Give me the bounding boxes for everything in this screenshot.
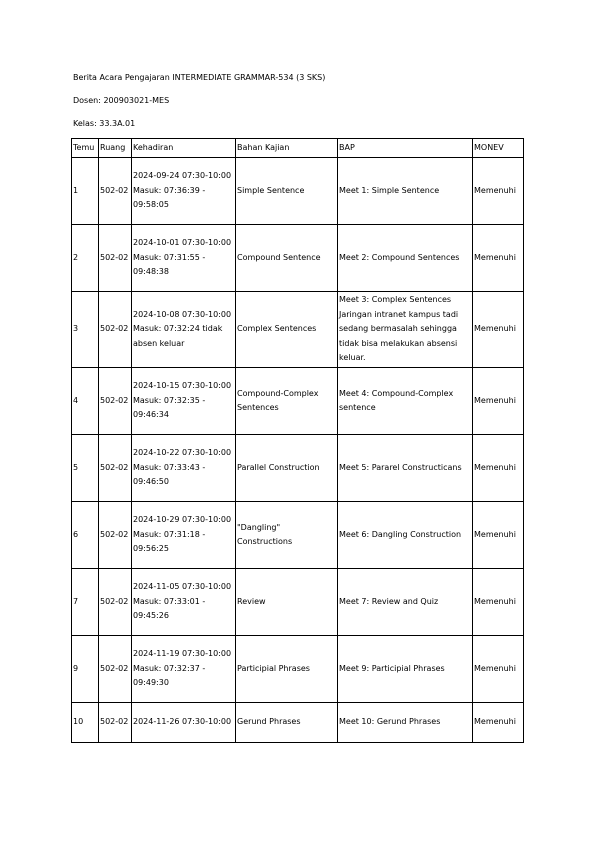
cell-kehadiran	[132, 703, 236, 743]
kehadiran-masuk: Masuk: 07:31:55 - 09:48:38	[133, 252, 206, 277]
cell-kehadiran	[132, 569, 236, 636]
cell-bahan-kajian: "Dangling" Constructions	[236, 502, 338, 569]
kehadiran-masuk: Masuk: 07:36:39 - 09:58:05	[133, 185, 206, 210]
kehadiran-masuk: Masuk: 07:32:24 tidak absen keluar	[133, 324, 223, 348]
cell-bap: Meet 1: Simple Sentence	[338, 158, 473, 225]
table-row	[72, 435, 524, 502]
dosen-label: Dosen: 200903021-MES	[73, 96, 170, 105]
table-row	[72, 368, 524, 435]
col-bahan-kajian: Bahan Kajian	[236, 139, 338, 158]
table-row	[72, 636, 524, 703]
cell-kehadiran	[132, 292, 236, 368]
cell-monev: Memenuhi	[473, 569, 524, 636]
col-kehadiran: Kehadiran	[132, 139, 236, 158]
bap-table	[71, 138, 524, 743]
cell-monev: Memenuhi	[473, 703, 524, 743]
kehadiran-jadwal: 2024-11-05 07:30-10:00	[133, 582, 232, 592]
cell-bahan-kajian: Compound-Complex Sentences	[236, 368, 338, 435]
cell-kehadiran	[132, 502, 236, 569]
col-temu: Temu	[72, 139, 99, 158]
cell-kehadiran	[132, 158, 236, 225]
cell-temu: 7	[72, 569, 99, 636]
table-row	[72, 225, 524, 292]
kehadiran-jadwal: 2024-09-24 07:30-10:00	[133, 171, 232, 181]
kehadiran-masuk: Masuk: 07:33:43 - 09:46:50	[133, 462, 206, 487]
kehadiran-jadwal: 2024-11-26 07:30-10:00	[133, 717, 232, 727]
cell-ruang: 502-02	[99, 502, 132, 569]
cell-bahan-kajian: Parallel Construction	[236, 435, 338, 502]
kehadiran-masuk: Masuk: 07:31:18 - 09:56:25	[133, 529, 206, 554]
cell-ruang: 502-02	[99, 435, 132, 502]
cell-monev: Memenuhi	[473, 502, 524, 569]
cell-ruang: 502-02	[99, 225, 132, 292]
cell-temu: 9	[72, 636, 99, 703]
kehadiran-jadwal: 2024-10-15 07:30-10:00	[133, 381, 232, 391]
table-row	[72, 703, 524, 743]
cell-bahan-kajian: Compound Sentence	[236, 225, 338, 292]
cell-ruang: 502-02	[99, 368, 132, 435]
table-row	[72, 292, 524, 368]
cell-kehadiran	[132, 636, 236, 703]
table-row	[72, 569, 524, 636]
cell-temu: 6	[72, 502, 99, 569]
kehadiran-jadwal: 2024-11-19 07:30-10:00	[133, 649, 232, 659]
cell-monev: Memenuhi	[473, 292, 524, 368]
cell-bap: Meet 3: Complex Sentences Jaringan intranet kampus tadi sedang bermasalah sehingga tidak bisa melakukan absensi keluar.	[338, 292, 473, 368]
cell-bap: Meet 9: Participial Phrases	[338, 636, 473, 703]
kehadiran-masuk: Masuk: 07:33:01 - 09:45:26	[133, 596, 206, 621]
table-header-row	[72, 139, 524, 158]
cell-bap: Meet 7: Review and Quiz	[338, 569, 473, 636]
cell-monev: Memenuhi	[473, 225, 524, 292]
cell-ruang: 502-02	[99, 569, 132, 636]
cell-ruang: 502-02	[99, 703, 132, 743]
cell-ruang: 502-02	[99, 292, 132, 368]
cell-temu: 10	[72, 703, 99, 743]
kehadiran-jadwal: 2024-10-01 07:30-10:00	[133, 238, 232, 248]
cell-temu: 3	[72, 292, 99, 368]
cell-kehadiran	[132, 368, 236, 435]
kehadiran-masuk: Masuk: 07:32:37 - 09:49:30	[133, 663, 206, 688]
cell-bahan-kajian: Review	[236, 569, 338, 636]
cell-monev: Memenuhi	[473, 435, 524, 502]
kehadiran-jadwal: 2024-10-08 07:30-10:00	[133, 309, 232, 319]
cell-temu: 1	[72, 158, 99, 225]
kehadiran-jadwal: 2024-10-22 07:30-10:00	[133, 448, 232, 458]
cell-bap: Meet 10: Gerund Phrases	[338, 703, 473, 743]
cell-kehadiran	[132, 225, 236, 292]
cell-bahan-kajian: Gerund Phrases	[236, 703, 338, 743]
cell-bap: Meet 6: Dangling Construction	[338, 502, 473, 569]
table-row	[72, 158, 524, 225]
cell-ruang: 502-02	[99, 158, 132, 225]
cell-bap: Meet 5: Pararel Constructicans	[338, 435, 473, 502]
cell-ruang: 502-02	[99, 636, 132, 703]
col-ruang: Ruang	[99, 139, 132, 158]
cell-temu: 4	[72, 368, 99, 435]
kehadiran-masuk: Masuk: 07:32:35 - 09:46:34	[133, 395, 206, 420]
cell-monev: Memenuhi	[473, 368, 524, 435]
col-bap: BAP	[338, 139, 473, 158]
cell-temu: 5	[72, 435, 99, 502]
cell-temu: 2	[72, 225, 99, 292]
cell-bahan-kajian: Participial Phrases	[236, 636, 338, 703]
document-title: Berita Acara Pengajaran INTERMEDIATE GRAMMAR-534 (3 SKS)	[73, 73, 326, 82]
cell-bap: Meet 2: Compound Sentences	[338, 225, 473, 292]
cell-monev: Memenuhi	[473, 158, 524, 225]
cell-bahan-kajian: Simple Sentence	[236, 158, 338, 225]
cell-bahan-kajian: Complex Sentences	[236, 292, 338, 368]
cell-monev: Memenuhi	[473, 636, 524, 703]
cell-bap: Meet 4: Compound-Complex sentence	[338, 368, 473, 435]
kehadiran-jadwal: 2024-10-29 07:30-10:00	[133, 515, 232, 525]
kelas-label: Kelas: 33.3A.01	[73, 119, 136, 128]
col-monev: MONEV	[473, 139, 524, 158]
cell-kehadiran	[132, 435, 236, 502]
table-row	[72, 502, 524, 569]
